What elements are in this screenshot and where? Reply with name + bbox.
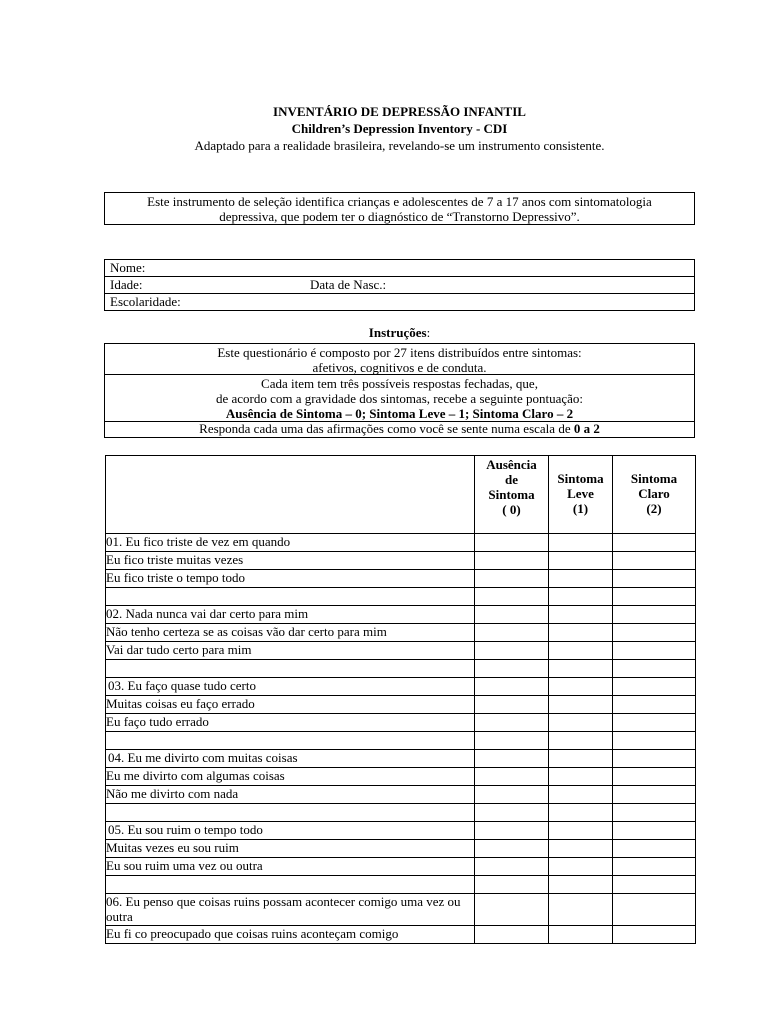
- answer-cell[interactable]: [549, 840, 613, 858]
- table-row: [106, 714, 696, 732]
- table-row: [106, 642, 696, 660]
- answer-cell[interactable]: [549, 570, 613, 588]
- column-header-absence: Ausência de Sintoma ( 0): [475, 456, 549, 534]
- table-row: [106, 858, 696, 876]
- item-statement: Vai dar tudo certo para mim: [106, 642, 475, 660]
- item-statement: Não me divirto com nada: [106, 786, 475, 804]
- answer-cell[interactable]: [549, 894, 613, 926]
- table-row: [106, 696, 696, 714]
- answer-cell[interactable]: [613, 624, 696, 642]
- answer-cell[interactable]: [613, 894, 696, 926]
- item-statement: Muitas coisas eu faço errado: [106, 696, 475, 714]
- answer-cell[interactable]: [613, 714, 696, 732]
- answer-cell[interactable]: [613, 642, 696, 660]
- school-label: Escolaridade:: [110, 294, 181, 309]
- answer-cell[interactable]: [475, 822, 549, 840]
- table-row: [106, 894, 696, 926]
- answer-cell[interactable]: [613, 552, 696, 570]
- answer-cell[interactable]: [475, 678, 549, 696]
- age-field[interactable]: Idade:: [110, 277, 143, 292]
- spacer-row: [106, 732, 696, 750]
- answer-cell[interactable]: [475, 894, 549, 926]
- spacer-row: [106, 804, 696, 822]
- document-subtitle: Children’s Depression Inventory - CDI: [291, 121, 508, 136]
- answer-cell[interactable]: [549, 696, 613, 714]
- item-statement: 06. Eu penso que coisas ruins possam acontecer comigo uma vez ou outra: [106, 894, 475, 926]
- instructions-heading: Instruções: [368, 325, 427, 340]
- answer-cell[interactable]: [475, 840, 549, 858]
- answer-cell[interactable]: [475, 926, 549, 944]
- answer-cell[interactable]: [549, 624, 613, 642]
- instr-p2-line1: Cada item tem três possíveis respostas fechadas, que,: [261, 376, 538, 391]
- document-description: Adaptado para a realidade brasileira, revelando-se um instrumento consistente.: [194, 138, 605, 153]
- answer-cell[interactable]: [475, 786, 549, 804]
- answer-cell[interactable]: [475, 714, 549, 732]
- answer-cell[interactable]: [475, 858, 549, 876]
- answer-cell[interactable]: [613, 786, 696, 804]
- answer-cell[interactable]: [549, 768, 613, 786]
- table-header-row: [106, 456, 696, 534]
- birth-date-field[interactable]: Data de Nasc.:: [310, 277, 387, 292]
- item-statement: 05. Eu sou ruim o tempo todo: [106, 822, 475, 840]
- table-row: [106, 840, 696, 858]
- answer-cell[interactable]: [549, 926, 613, 944]
- answer-cell[interactable]: [475, 624, 549, 642]
- document-title: INVENTÁRIO DE DEPRESSÃO INFANTIL: [273, 104, 526, 119]
- answer-cell[interactable]: [549, 642, 613, 660]
- table-row: [106, 552, 696, 570]
- name-label: Nome:: [110, 260, 146, 275]
- answer-cell[interactable]: [475, 750, 549, 768]
- item-statement: Eu faço tudo errado: [106, 714, 475, 732]
- answer-cell[interactable]: [475, 552, 549, 570]
- intro-line-1: Este instrumento de seleção identifica crianças e adolescentes de 7 a 17 anos com sintomatologia: [147, 194, 652, 209]
- answer-cell[interactable]: [613, 570, 696, 588]
- answer-cell[interactable]: [475, 570, 549, 588]
- answer-cell[interactable]: [613, 840, 696, 858]
- column-header-mild: Sintoma Leve (1): [549, 456, 613, 534]
- item-statement: Eu fico triste muitas vezes: [106, 552, 475, 570]
- instructions-section-2: [105, 375, 694, 422]
- school-field[interactable]: [105, 294, 694, 310]
- answer-cell[interactable]: [475, 534, 549, 552]
- item-statement: Eu fi co preocupado que coisas ruins aconteçam comigo: [106, 926, 475, 944]
- item-statement: Eu me divirto com algumas coisas: [106, 768, 475, 786]
- answer-cell[interactable]: [549, 678, 613, 696]
- item-statement: 02. Nada nunca vai dar certo para mim: [106, 606, 475, 624]
- table-row: [106, 768, 696, 786]
- answer-cell[interactable]: [613, 678, 696, 696]
- answer-cell[interactable]: [613, 926, 696, 944]
- instructions-colon: :: [426, 325, 431, 340]
- answer-cell[interactable]: [475, 642, 549, 660]
- instructions-section-3: [105, 422, 694, 437]
- spacer-row: [106, 876, 696, 894]
- answer-cell[interactable]: [549, 858, 613, 876]
- instr-p3-scale: 0 a 2: [573, 421, 600, 436]
- instr-p1-line2: afetivos, cognitivos e de conduta.: [312, 360, 487, 375]
- answer-cell[interactable]: [475, 606, 549, 624]
- table-row: [106, 534, 696, 552]
- intro-box: [104, 192, 695, 225]
- item-statement: Eu sou ruim uma vez ou outra: [106, 858, 475, 876]
- instr-p2-line2: de acordo com a gravidade dos sintomas, recebe a seguinte pontuação:: [215, 391, 584, 406]
- instr-scale: Ausência de Sintoma – 0; Sintoma Leve – 1; Sintoma Claro – 2: [225, 406, 574, 421]
- answer-cell[interactable]: [475, 768, 549, 786]
- table-row: [106, 786, 696, 804]
- answer-cell[interactable]: [613, 768, 696, 786]
- spacer-row: [106, 588, 696, 606]
- header-blank-cell: [106, 456, 475, 534]
- item-statement: Muitas vezes eu sou ruim: [106, 840, 475, 858]
- answer-cell[interactable]: [549, 822, 613, 840]
- item-statement: Não tenho certeza se as coisas vão dar certo para mim: [106, 624, 475, 642]
- answer-cell[interactable]: [613, 606, 696, 624]
- answer-cell[interactable]: [549, 606, 613, 624]
- table-row: [106, 570, 696, 588]
- identification-box: [104, 259, 695, 311]
- intro-line-2: depressiva, que podem ter o diagnóstico de “Transtorno Depressivo”.: [219, 209, 580, 224]
- spacer-row: [106, 660, 696, 678]
- answer-cell[interactable]: [613, 822, 696, 840]
- item-statement: 03. Eu faço quase tudo certo: [106, 678, 475, 696]
- instructions-title: [104, 325, 695, 341]
- instr-p1-line1: Este questionário é composto por 27 itens distribuídos entre sintomas:: [217, 345, 582, 360]
- table-row: [106, 624, 696, 642]
- age-row: [105, 277, 694, 294]
- item-statement: 01. Eu fico triste de vez em quando: [106, 534, 475, 552]
- instructions-section-1: [105, 344, 694, 375]
- answer-cell[interactable]: [613, 750, 696, 768]
- answer-cell[interactable]: [613, 696, 696, 714]
- answer-cell[interactable]: [549, 534, 613, 552]
- table-row: [106, 926, 696, 944]
- answer-cell[interactable]: [549, 552, 613, 570]
- answer-cell[interactable]: [549, 714, 613, 732]
- table-row: [106, 750, 696, 768]
- answer-cell[interactable]: [475, 696, 549, 714]
- item-statement: Eu fico triste o tempo todo: [106, 570, 475, 588]
- name-field[interactable]: [105, 260, 694, 277]
- table-row: [106, 678, 696, 696]
- document-header: [104, 103, 695, 154]
- column-header-clear: Sintoma Claro (2): [613, 456, 696, 534]
- answer-cell[interactable]: [613, 534, 696, 552]
- item-statement: 04. Eu me divirto com muitas coisas: [106, 750, 475, 768]
- instructions-box: [104, 343, 695, 438]
- instr-p3-text: Responda cada uma das afirmações como você se sente numa escala de: [199, 421, 574, 436]
- table-row: [106, 606, 696, 624]
- items-table: [105, 455, 696, 944]
- answer-cell[interactable]: [549, 786, 613, 804]
- table-row: [106, 822, 696, 840]
- answer-cell[interactable]: [613, 858, 696, 876]
- answer-cell[interactable]: [549, 750, 613, 768]
